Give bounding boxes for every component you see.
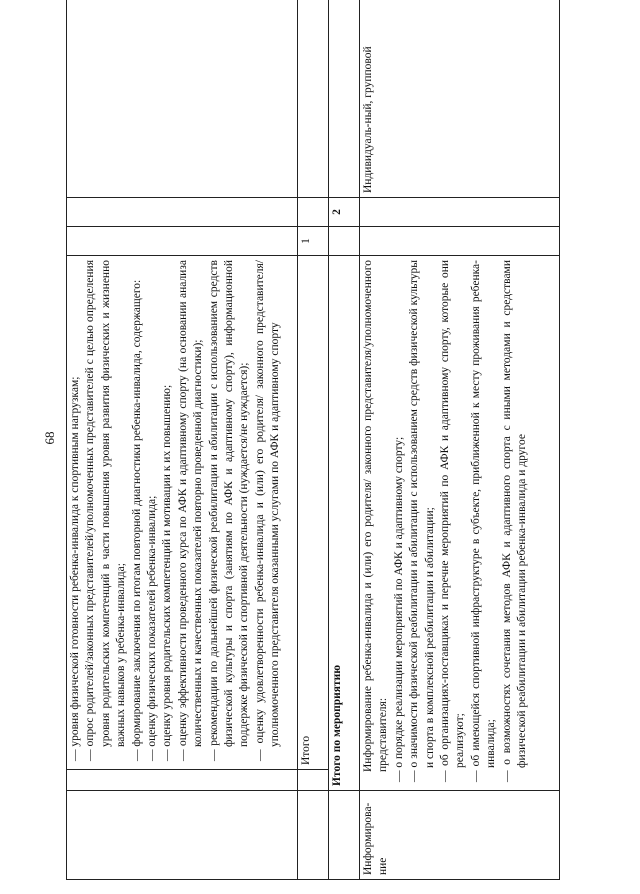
table-row	[67, 0, 298, 880]
list-item: — опрос родителей/законных представителей/уполномоченных представителей с целью определения уровня родительских компетенций в части повышения уровня развития физических и жизненно важных навыков у ребенка-инвалида;	[84, 260, 128, 761]
cell-empty	[360, 198, 560, 227]
list-item: — оценку физических показателей ребенка-инвалида;	[146, 495, 159, 761]
list-item: — о порядке реализации мероприятий по АФК и адаптивному спорту;	[392, 436, 405, 782]
cell-empty	[67, 770, 298, 791]
rotated-table-container	[66, 16, 574, 880]
list-item: Информирование ребенка-инвалида и (или) его родителя/ законного представителя/уполномоченного представителя:	[362, 260, 390, 772]
list-item: — о значимости физической реабилитации и абилитации с использованием средств физической культуры и спорта в комплексной реабилитации и абилитации;	[408, 260, 436, 782]
total-event-row	[329, 0, 360, 880]
list-item: — оценку уровня родительских компетенций и мотивации к их повышению;	[161, 384, 174, 761]
diagnostics-content	[67, 256, 298, 770]
cell-empty	[298, 0, 329, 198]
page-number: 68	[42, 431, 57, 445]
cell-empty	[298, 770, 329, 791]
total-row	[298, 0, 329, 880]
cell-empty	[360, 227, 560, 256]
cell-empty	[298, 198, 329, 227]
cell-empty	[67, 198, 298, 227]
list-item: — оценку эффективности проведенного курса по АФК и адаптивному спорту (на основании анализа количественных и качественных показателей повторно проведенной диагностики);	[176, 260, 205, 761]
category-cell: Информирова-ние	[360, 791, 560, 880]
table-row	[360, 0, 560, 880]
services-table	[66, 0, 560, 880]
form-cell: Индивидуаль-ный, групповой	[360, 0, 560, 198]
cell-empty	[329, 0, 360, 198]
total-label: Итого	[298, 256, 329, 770]
total-event-value: 2	[329, 198, 360, 227]
list-item: — рекомендации по дальнейшей физической реабилитации и абилитации с использованием средств физической культуры и спорта (занятиям по АФК и адаптивному спорту), информационной поддержке физической и спортивной деятельности (нуждается/не нуждается);	[207, 260, 251, 761]
informing-content	[360, 256, 560, 791]
list-item: — уровня физической готовности ребенка-инвалида к спортивным нагрузкам;	[69, 376, 81, 761]
cell-empty	[67, 227, 298, 256]
cell-empty	[298, 791, 329, 880]
total-value: 1	[298, 227, 329, 256]
cell-empty	[67, 791, 298, 880]
list-item: — о возможностях сочетания методов АФК и адаптивного спорта с иными методами и средствами физической реабилитации и абилитации ребенка-инвалида и другое	[500, 260, 529, 782]
cell-empty	[67, 0, 298, 198]
list-item: — формирование заключения по итогам повторной диагностики ребенка-инвалида, содержащего:	[130, 279, 143, 761]
total-event-label: Итого по мероприятию	[329, 256, 360, 791]
list-item: — оценку удовлетворенности ребенка-инвалида и (или) его родителя/ законного представителя/уполномоченного представителя оказанными услугами по АФК и адаптивному спорту	[253, 260, 282, 761]
cell-empty	[329, 227, 360, 256]
list-item: — об имеющейся спортивной инфраструктуре в субъекте, приближенной к месту проживания ребенка-инвалида;	[469, 260, 498, 782]
list-item: — об организациях-поставщиках и перечне мероприятий по АФК и адаптивному спорту, которые они реализуют;	[439, 260, 467, 782]
cell-empty	[329, 791, 360, 880]
